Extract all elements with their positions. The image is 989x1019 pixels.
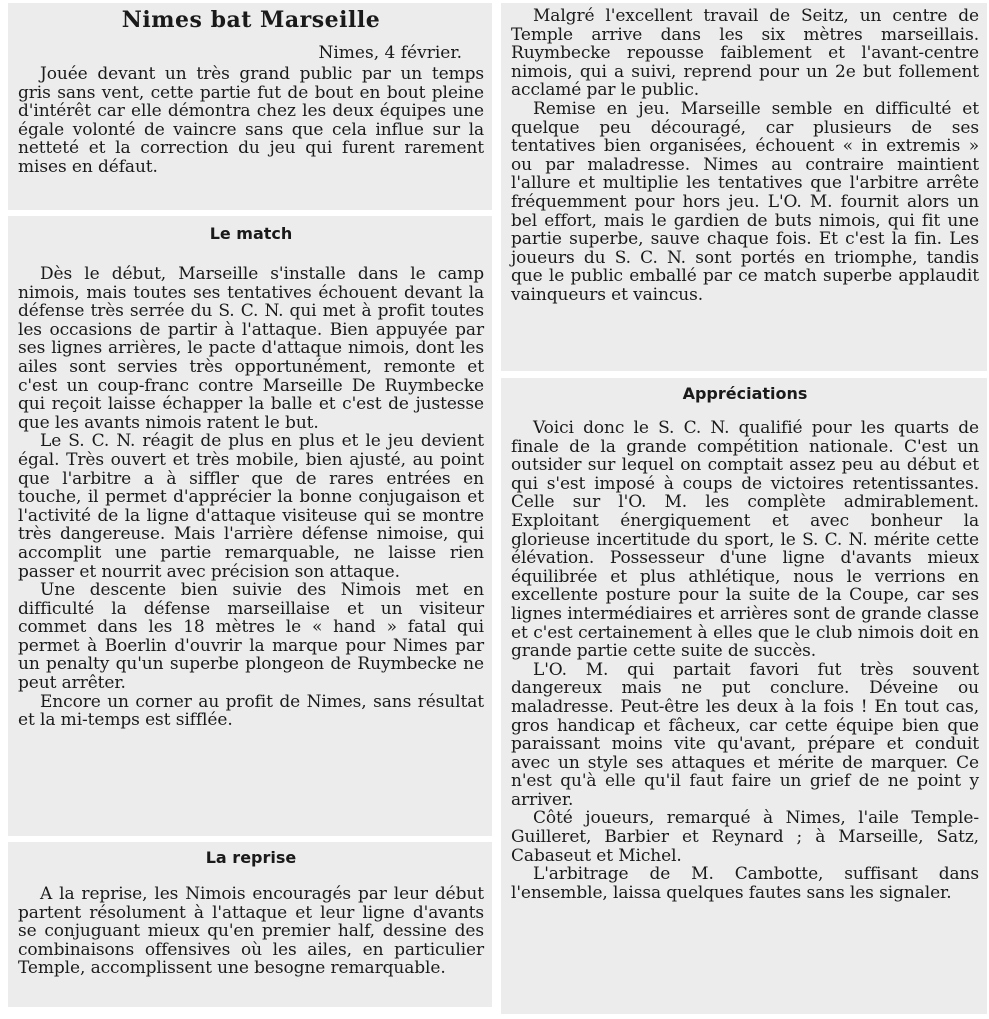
paragraph: A la reprise, les Nimois encouragés par leur début partent résolument à l'attaque et leur ligne d'avants se conjuguant mieux qu'en premier half, dessine des combinaisons offensives où les ailes, en particulier Temple, accomplissent une besogne remarquable. xyxy=(18,884,484,979)
paragraph: L'arbitrage de M. Cambotte, suffisant dans l'ensemble, laissa quelques fautes sans les signaler. xyxy=(511,864,979,903)
clipping-la-reprise xyxy=(8,842,492,1007)
paragraph: Malgré l'excellent travail de Seitz, un centre de Temple arrive dans les six mètres marseillais. Ruymbecke repousse faiblement et l'avant-centre nimois, qui a suivi, reprend pour un 2e but follement acclamé par le public. xyxy=(511,6,979,101)
section-heading-le-match: Le match xyxy=(209,224,293,243)
clipping-title-intro xyxy=(8,3,492,210)
paragraph: Voici donc le S. C. N. qualifié pour les quarts de finale de la grande compétition nationale. C'est un outsider sur lequel on comptait assez peu au début et qui s'est imposé à coups de victoires retentissantes. Celle sur l'O. M. les complète admirablement. Exploitant énergiquement et avec bonheur la glorieuse incertitude du sport, le S. C. N. mérite cette élévation. Possesseur d'une ligne d'avants mieux équilibrée et plus athlétique, nous le verrions en excellente posture pour la suite de la Coupe, car ses lignes intermédiaires et arrières sont de grande classe et c'est certainement à elles que le club nimois doit en grande partie cette suite de succès. xyxy=(511,418,979,662)
section-heading-la-reprise: La reprise xyxy=(205,848,297,867)
paragraph: Dès le début, Marseille s'installe dans le camp nimois, mais toutes ses tentatives échouent devant la défense très serrée du S. C. N. qui met à profit toutes les occasions de partir à l'attaque. Bien appuyée par ses lignes arrières, le pacte d'attaque nimois, dont les ailes sont servies très opportunément, remonte et c'est un coup-franc contre Marseille De Ruymbecke qui reçoit laisse échapper la balle et c'est de justesse que les avants nimois ratent le but. xyxy=(18,264,484,433)
paragraph: Remise en jeu. Marseille semble en difficulté et quelque peu découragé, car plusieurs de ses tentatives bien organisées, échouent « in extremis » ou par maladresse. Nimes au contraire maintient l'allure et multiplie les tentatives que l'arbitre arrête fréquemment pour hors jeu. L'O. M. fournit alors un bel effort, mais le gardien de buts nimois, qui fit une partie superbe, sauve chaque fois. Et c'est la fin. Les joueurs du S. C. N. sont portés en triomphe, tandis que le public emballé par ce match superbe applaudit vainqueurs et vaincus. xyxy=(511,98,979,305)
clipping-reprise-continued xyxy=(501,3,987,371)
article-title: Nimes bat Marseille xyxy=(121,7,381,33)
paragraph: Encore un corner au profit de Nimes, sans résultat et la mi-temps est sifflée. xyxy=(18,691,484,731)
paragraph: Le S. C. N. réagit de plus en plus et le jeu devient égal. Très ouvert et très mobile, bien ajusté, au point que l'arbitre a à siffler que de rares entrées en touche, il permet d'apprécier la bonne conjugaison et l'activité de la ligne d'attaque visiteuse qui se montre très dangereuse. Mais l'arrière défense nimoise, qui accomplit une partie remarquable, ne laisse rien passer et nourrit avec précision son attaque. xyxy=(18,431,484,582)
paragraph: L'O. M. qui partait favori fut très souvent dangereux mais ne put conclure. Déveine ou maladresse. Peut-être les deux à la fois ! En tout cas, gros handicap et fâcheux, car cette équipe bien que paraissant moins vite qu'avant, prépare et conduit avec un style ses attaques et mérite de marquer. Ce n'est qu'à elle qu'il faut faire un grief de ne point y arriver. xyxy=(511,659,979,810)
clipping-le-match xyxy=(8,216,492,836)
intro-paragraph: Jouée devant un très grand public par un temps gris sans vent, cette partie fut de bout en bout pleine d'intérêt car elle démontra chez les deux équipes une égale volonté de vaincre sans que cela influe sur la netteté et la correction du jeu qui furent rarement mises en défaut. xyxy=(18,64,484,177)
paragraph: Une descente bien suivie des Nimois met en difficulté la défense marseillaise et un visiteur commet dans les 18 mètres le « hand » fatal qui permet à Boerlin d'ouvrir la marque pour Nimes par un penalty qu'un superbe plongeon de Ruymbecke ne peut arrêter. xyxy=(18,580,484,694)
section-heading-appreciations: Appréciations xyxy=(682,384,808,403)
paragraph: Côté joueurs, remarqué à Nimes, l'aile Temple-Guilleret, Barbier et Reynard ; à Marseille, Satz, Cabaseut et Michel. xyxy=(511,808,979,866)
clipping-appreciations xyxy=(501,378,987,1014)
dateline: Nimes, 4 février. xyxy=(318,43,462,63)
